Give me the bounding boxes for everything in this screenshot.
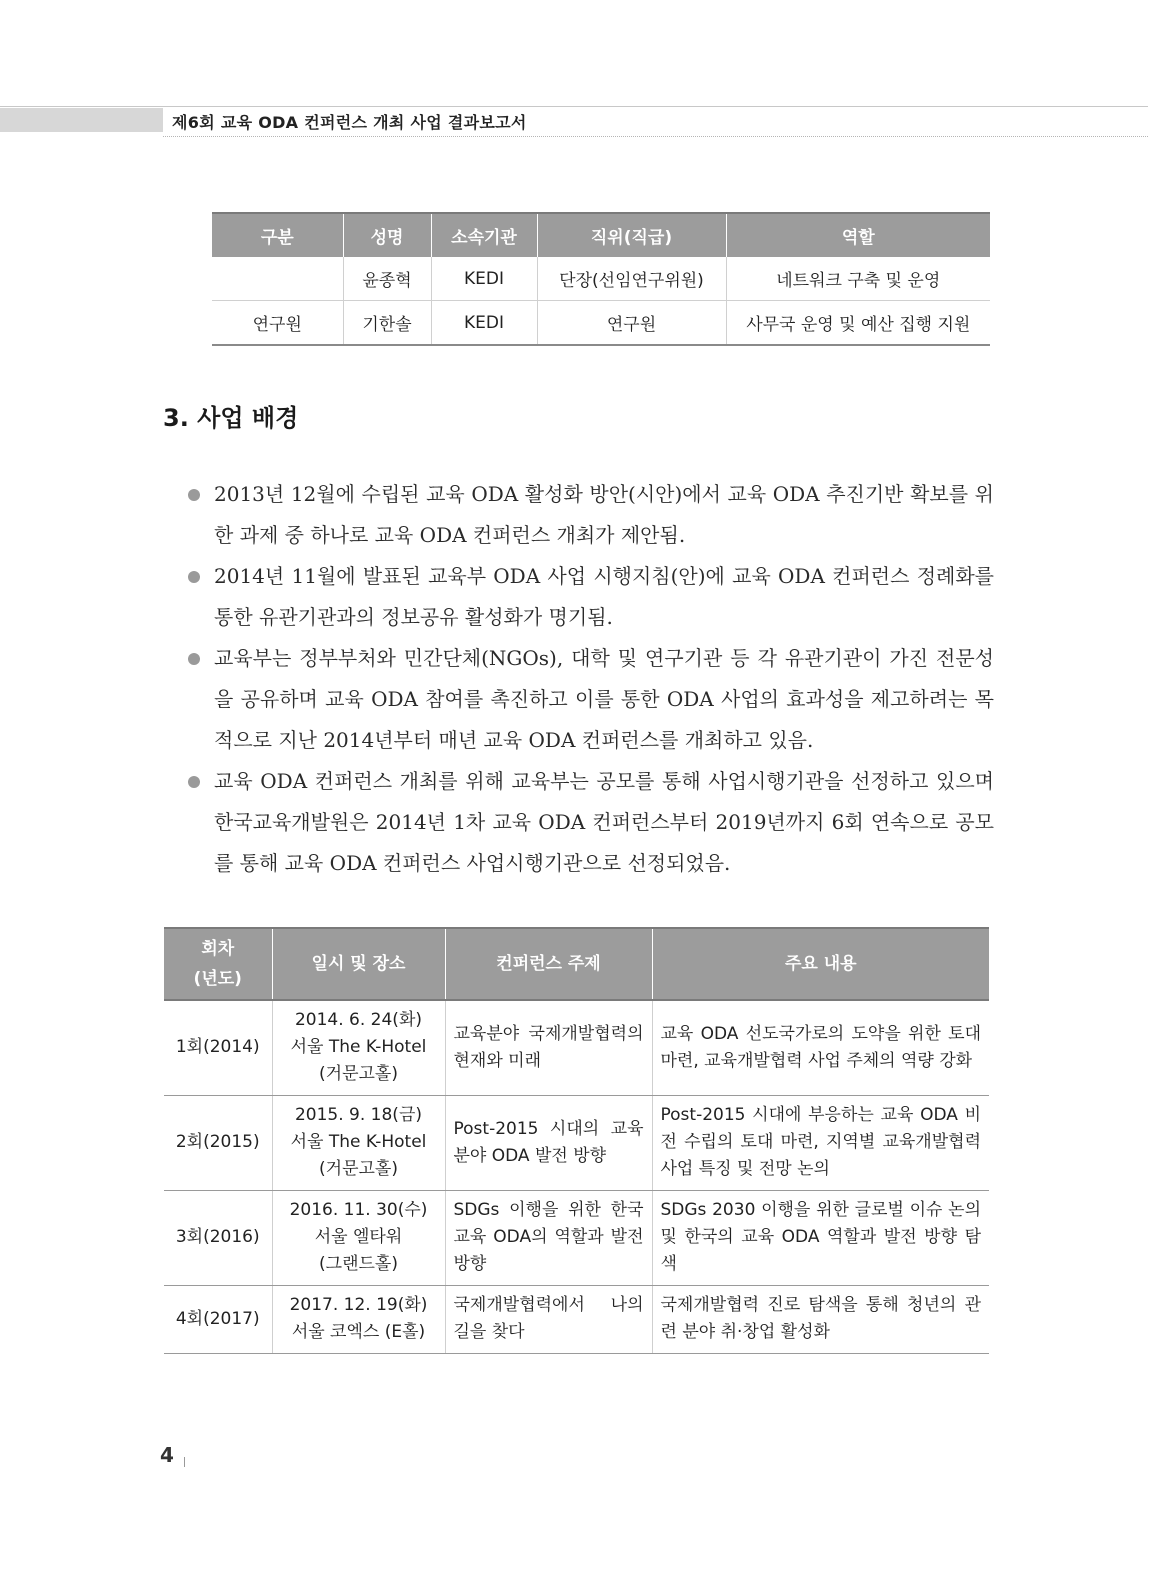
conf-header-round: 회차 (년도) xyxy=(164,928,272,1000)
conf-content: 교육 ODA 선도국가로의 도약을 위한 토대 마련, 교육개발협력 사업 주체의 역량 강화 xyxy=(652,1000,989,1095)
bullet-icon xyxy=(188,776,200,788)
conf-date-place: 2014. 6. 24(화) 서울 The K-Hotel (거문고홀) xyxy=(272,1000,445,1095)
bullet-icon xyxy=(188,653,200,665)
staff-cell: 기한솔 xyxy=(343,301,431,346)
conf-date-place: 2016. 11. 30(수) 서울 엘타워 (그랜드홀) xyxy=(272,1190,445,1285)
staff-cell: 사무국 운영 및 예산 집행 지원 xyxy=(726,301,990,346)
conf-round: 4회(2017) xyxy=(164,1285,272,1353)
conf-round: 2회(2015) xyxy=(164,1095,272,1190)
conf-theme: SDGs 이행을 위한 한국 교육 ODA의 역할과 발전 방향 xyxy=(445,1190,652,1285)
staff-cell: KEDI xyxy=(431,301,537,346)
bullet-icon xyxy=(188,489,200,501)
conf-content: Post-2015 시대에 부응하는 교육 ODA 비전 수립의 토대 마련, 지역별 교육개발협력 사업 특징 및 전망 논의 xyxy=(652,1095,989,1190)
bullet-text: 2014년 11월에 발표된 교육부 ODA 사업 시행지침(안)에 교육 ODA 컨퍼런스 정례화를 통한 유관기관과의 정보공유 활성화가 명기됨. xyxy=(214,564,994,629)
bullet-text: 교육부는 정부부처와 민간단체(NGOs), 대학 및 연구기관 등 각 유관기관이 가진 전문성을 공유하며 교육 ODA 참여를 촉진하고 이를 통한 ODA 사업의 효과성을 제고하려는 목적으로 지난 2014년부터 매년 교육 ODA 컨퍼런스를 개최하고 있음. xyxy=(214,646,994,752)
staff-header-org: 소속기관 xyxy=(431,213,537,257)
conf-round: 3회(2016) xyxy=(164,1190,272,1285)
staff-header-role: 역할 xyxy=(726,213,990,257)
staff-cell: 윤종혁 xyxy=(343,257,431,301)
conf-content: 국제개발협력 진로 탐색을 통해 청년의 관련 분야 취·창업 활성화 xyxy=(652,1285,989,1353)
table-row xyxy=(164,1285,989,1353)
conf-theme: 국제개발협력에서 나의 길을 찾다 xyxy=(445,1285,652,1353)
conf-theme: 교육분야 국제개발협력의 현재와 미래 xyxy=(445,1000,652,1095)
background-bullet-list xyxy=(188,474,994,884)
section-title: 3. 사업 배경 xyxy=(163,404,299,432)
table-row xyxy=(164,1190,989,1285)
conf-theme: Post-2015 시대의 교육 분야 ODA 발전 방향 xyxy=(445,1095,652,1190)
list-item xyxy=(188,638,994,761)
conf-header-date-place: 일시 및 장소 xyxy=(272,928,445,1000)
staff-cell: KEDI xyxy=(431,257,537,301)
staff-cell: 단장(선임연구위원) xyxy=(537,257,726,301)
bullet-text: 교육 ODA 컨퍼런스 개최를 위해 교육부는 공모를 통해 사업시행기관을 선정하고 있으며 한국교육개발원은 2014년 1차 교육 ODA 컨퍼런스부터 2019년까지 6회 연속으로 공모를 통해 교육 ODA 컨퍼런스 사업시행기관으로 선정되었음. xyxy=(214,769,994,875)
conference-history-table xyxy=(164,927,989,1354)
staff-header-position: 직위(직급) xyxy=(537,213,726,257)
staff-table xyxy=(212,212,990,346)
header-accent-bar xyxy=(0,108,163,132)
bullet-icon xyxy=(188,571,200,583)
conf-round: 1회(2014) xyxy=(164,1000,272,1095)
conf-header-content: 주요 내용 xyxy=(652,928,989,1000)
staff-cell: 네트워크 구축 및 운영 xyxy=(726,257,990,301)
table-row xyxy=(164,1095,989,1190)
running-header-title: 제6회 교육 ODA 컨퍼런스 개최 사업 결과보고서 xyxy=(172,113,527,132)
header-dotted-rule xyxy=(163,136,1148,137)
header-rule xyxy=(0,106,1148,107)
list-item xyxy=(188,474,994,556)
table-row xyxy=(164,1000,989,1095)
conf-content: SDGs 2030 이행을 위한 글로벌 이슈 논의 및 한국의 교육 ODA 역할과 발전 방향 탐색 xyxy=(652,1190,989,1285)
bullet-text: 2013년 12월에 수립된 교육 ODA 활성화 방안(시안)에서 교육 ODA 추진기반 확보를 위한 과제 중 하나로 교육 ODA 컨퍼런스 개최가 제안됨. xyxy=(214,482,994,547)
list-item xyxy=(188,761,994,884)
staff-header-name: 성명 xyxy=(343,213,431,257)
staff-cell: 연구원 xyxy=(212,301,343,346)
page-number-divider xyxy=(184,1457,185,1467)
staff-cell xyxy=(212,257,343,301)
table-row xyxy=(212,301,990,346)
staff-header-category: 구분 xyxy=(212,213,343,257)
page-number: 4 xyxy=(160,1443,174,1467)
list-item xyxy=(188,556,994,638)
conf-date-place: 2017. 12. 19(화) 서울 코엑스 (E홀) xyxy=(272,1285,445,1353)
conf-date-place: 2015. 9. 18(금) 서울 The K-Hotel (거문고홀) xyxy=(272,1095,445,1190)
table-row xyxy=(212,257,990,301)
conf-header-theme: 컨퍼런스 주제 xyxy=(445,928,652,1000)
staff-cell: 연구원 xyxy=(537,301,726,346)
